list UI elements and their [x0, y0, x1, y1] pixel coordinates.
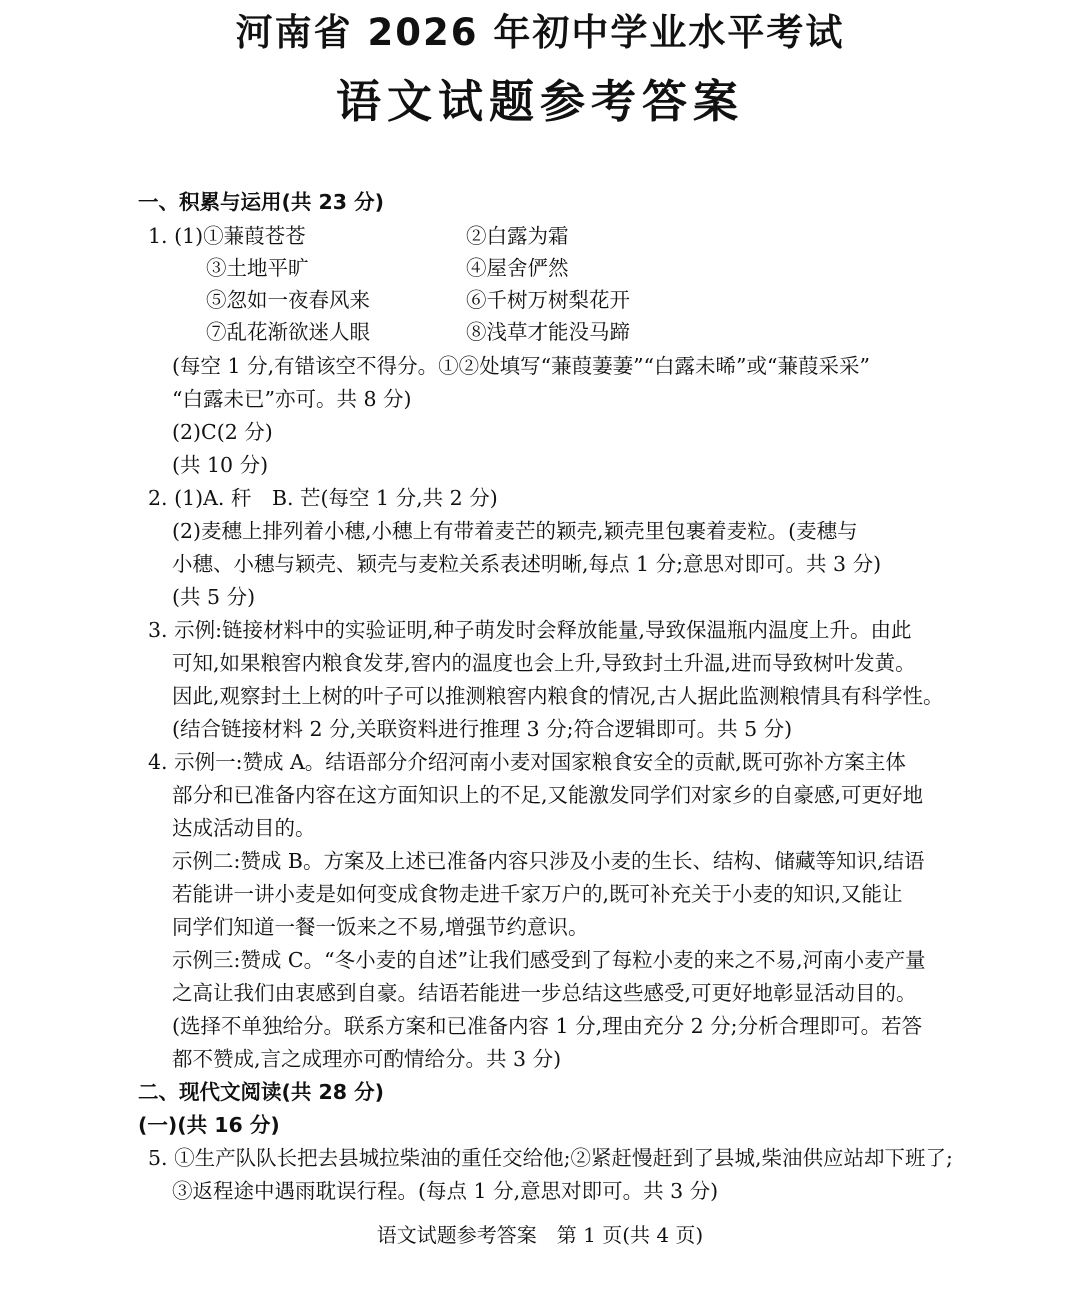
answer-line: 2. (1)A. 秆 B. 芒(每空 1 分,共 2 分) [148, 486, 498, 510]
answer-line: 4. 示例一:赞成 A。结语部分介绍河南小麦对国家粮食安全的贡献,既可弥补方案主体 [148, 750, 906, 774]
answer-line: ⑤忽如一夜春风来 [206, 288, 370, 312]
answer-line: (2)C(2 分) [172, 420, 273, 444]
answer-line: 可知,如果粮窖内粮食发芽,窖内的温度也会上升,导致封土升温,进而导致树叶发黄。 [172, 651, 916, 675]
answer-line: ⑦乱花渐欲迷人眼 [206, 320, 370, 344]
answer-line: 小穗、小穗与颖壳、颖壳与麦粒关系表述明晰,每点 1 分;意思对即可。共 3 分) [172, 552, 882, 576]
score-total: (共 10 分) [172, 453, 269, 477]
scoring-note: (结合链接材料 2 分,关联资料进行推理 3 分;符合逻辑即可。共 5 分) [172, 717, 793, 741]
answer-line: ④屋舍俨然 [466, 256, 569, 280]
answer-line: ②白露为霜 [466, 224, 569, 248]
section-heading-2: 二、现代文阅读(共 28 分) [138, 1080, 385, 1104]
answer-line: 示例二:赞成 B。方案及上述已准备内容只涉及小麦的生长、结构、储藏等知识,结语 [172, 849, 925, 873]
answer-line: 示例三:赞成 C。“冬小麦的自述”让我们感受到了每粒小麦的来之不易,河南小麦产量 [172, 948, 926, 972]
answer-line: 部分和已准备内容在这方面知识上的不足,又能激发同学们对家乡的自豪感,可更好地 [172, 783, 924, 807]
scoring-note: 都不赞成,言之成理亦可酌情给分。共 3 分) [172, 1047, 562, 1071]
answer-line: ⑥千树万树梨花开 [466, 288, 630, 312]
answer-line: ⑧浅草才能没马蹄 [466, 320, 630, 344]
page-footer: 语文试题参考答案 第 1 页(共 4 页) [376, 1223, 704, 1247]
section-heading-1: 一、积累与运用(共 23 分) [138, 190, 385, 214]
document-title: 语文试题参考答案 [335, 75, 744, 128]
score-total: (共 5 分) [172, 585, 256, 609]
answer-line: 5. ①生产队队长把去县城拉柴油的重任交给他;②紧赶慢赶到了县城,柴油供应站却下班了; [148, 1146, 953, 1170]
answer-line: 3. 示例:链接材料中的实验证明,种子萌发时会释放能量,导致保温瓶内温度上升。由此 [148, 618, 912, 642]
subsection-heading: (一)(共 16 分) [138, 1113, 280, 1137]
scoring-note: (每空 1 分,有错该空不得分。①②处填写“蒹葭萋萋”“白露未晞”或“蒹葭采采” [172, 354, 870, 378]
answer-line: 因此,观察封土上树的叶子可以推测粮窖内粮食的情况,古人据此监测粮情具有科学性。 [172, 684, 944, 708]
answer-line: ③土地平旷 [206, 256, 309, 280]
answer-line: 同学们知道一餐一饭来之不易,增强节约意识。 [172, 915, 589, 939]
answer-line: 达成活动目的。 [172, 816, 316, 840]
answer-line: ③返程途中遇雨耽误行程。(每点 1 分,意思对即可。共 3 分) [172, 1179, 719, 1203]
answer-line: 若能讲一讲小麦是如何变成食物走进千家万户的,既可补充关于小麦的知识,又能让 [172, 882, 903, 906]
answer-line: 1. (1)①蒹葭苍苍 [148, 224, 306, 248]
scoring-note: “白露未已”亦可。共 8 分) [172, 387, 412, 411]
answer-line: (2)麦穗上排列着小穗,小穗上有带着麦芒的颖壳,颖壳里包裹着麦粒。(麦穗与 [172, 519, 858, 543]
answer-line: 之高让我们由衷感到自豪。结语若能进一步总结这些感受,可更好地彰显活动目的。 [172, 981, 917, 1005]
exam-title: 河南省 2026 年初中学业水平考试 [235, 11, 845, 54]
scoring-note: (选择不单独给分。联系方案和已准备内容 1 分,理由充分 2 分;分析合理即可。若答 [172, 1014, 923, 1038]
